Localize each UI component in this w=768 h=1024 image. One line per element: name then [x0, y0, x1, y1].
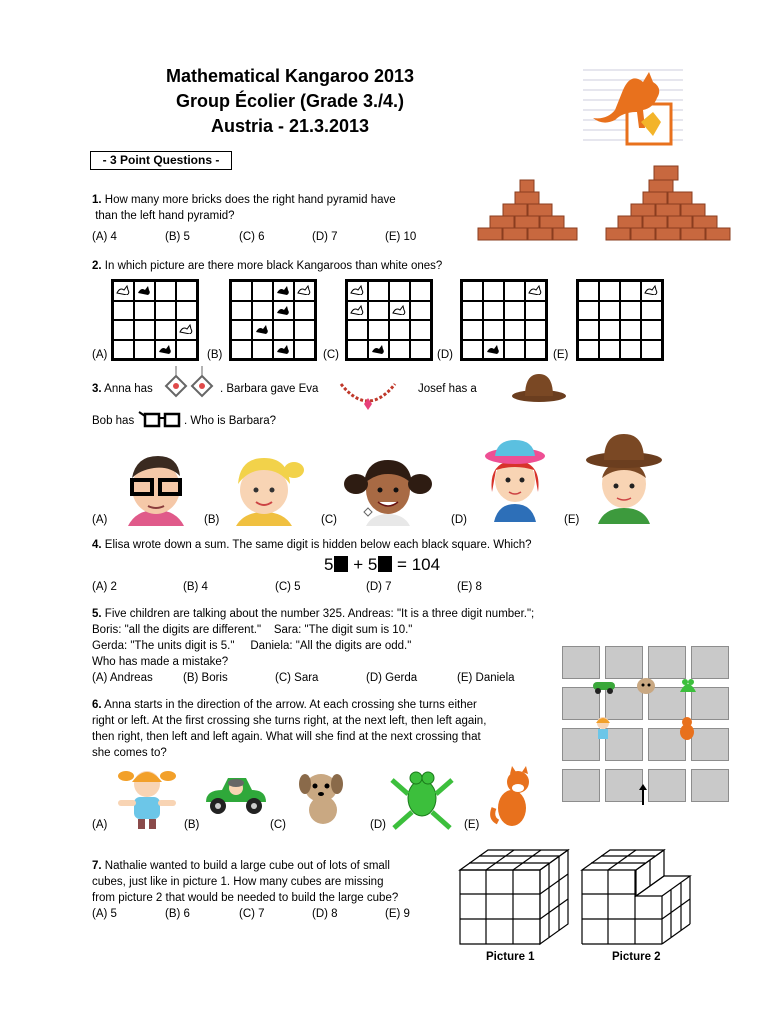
left-brick-pyramid	[476, 178, 582, 244]
q6-label-e: (E)	[464, 819, 480, 831]
black-kangaroo-icon	[137, 285, 151, 295]
q6-label-b: (B)	[184, 819, 200, 831]
white-kangaroo-icon	[297, 285, 311, 295]
kangaroo-grid-e	[576, 279, 664, 361]
picture-2-caption: Picture 2	[612, 951, 661, 963]
q4-option-e: (E) 8	[457, 581, 482, 593]
question-6-line-2: right or left. At the first crossing she turns right, at the next left, then left again,	[92, 715, 487, 727]
kangaroo-grid-d	[460, 279, 548, 361]
q2-label-b: (B)	[207, 349, 223, 361]
black-kangaroo-icon	[158, 344, 172, 354]
earrings-icon	[160, 364, 218, 400]
black-kangaroo-icon	[486, 344, 500, 354]
question-6	[92, 697, 557, 761]
question-number: 1.	[92, 194, 102, 206]
question-7-line-3: from picture 2 that would be needed to build the large cube?	[92, 892, 399, 904]
q7-option-d: (D) 8	[312, 908, 338, 920]
question-3-line-1	[92, 381, 153, 397]
boy-with-hat-picture	[584, 430, 664, 524]
partial-cube-picture	[580, 848, 694, 948]
question-number: 6.	[92, 699, 102, 711]
q1-option-d: (D) 7	[312, 231, 338, 243]
title-line-1: Mathematical Kangaroo 2013	[165, 66, 415, 86]
question-3-text-4: Bob has	[92, 415, 135, 427]
question-number: 7.	[92, 860, 102, 872]
dog-picture	[293, 768, 353, 828]
q1-option-a: (A) 4	[92, 231, 117, 243]
q1-option-c: (C) 6	[239, 231, 265, 243]
q7-option-c: (C) 7	[239, 908, 265, 920]
kangaroo-grid-a	[111, 279, 199, 361]
cowboy-hat-icon	[510, 370, 568, 406]
cat-picture	[488, 766, 538, 828]
black-kangaroo-icon	[255, 324, 269, 334]
equation-result: = 104	[397, 555, 441, 574]
picture-1-caption: Picture 1	[486, 951, 535, 963]
question-1-line-1: How many more bricks does the right hand pyramid have	[104, 194, 396, 206]
crossing-map	[562, 646, 730, 806]
question-1	[92, 192, 462, 224]
question-number: 4.	[92, 539, 102, 551]
black-kangaroo-icon	[371, 344, 385, 354]
q3-label-c: (C)	[321, 514, 337, 526]
question-3-text-3: Josef has a	[418, 383, 477, 395]
question-2-text: In which picture are there more black Kangaroos than white ones?	[104, 260, 443, 272]
q5-option-b: (B) Boris	[183, 672, 228, 684]
white-kangaroo-icon	[116, 285, 130, 295]
q4-option-d: (D) 7	[366, 581, 392, 593]
question-1-line-2: than the left hand pyramid?	[95, 210, 235, 222]
glasses-icon	[137, 409, 187, 431]
girl-picture	[112, 766, 182, 830]
question-5-line-3: Gerda: "The units digit is 5." Daniela: "All the digits are odd."	[92, 640, 412, 652]
equation-digit-5: 5	[324, 555, 334, 574]
girl-icon	[592, 714, 614, 742]
q4-option-a: (A) 2	[92, 581, 117, 593]
black-kangaroo-icon	[276, 344, 290, 354]
kangaroo-grid-b	[229, 279, 317, 361]
q2-label-c: (C)	[323, 349, 339, 361]
section-header-3-point: - 3 Point Questions -	[90, 151, 232, 170]
black-kangaroo-icon	[276, 285, 290, 295]
q1-option-b: (B) 5	[165, 231, 190, 243]
question-5-line-2: Boris: "all the digits are different." Sara: "The digit sum is 10."	[92, 624, 413, 636]
necklace-icon	[335, 378, 401, 418]
question-6-line-1: Anna starts in the direction of the arrow. At each crossing she turns either	[104, 699, 477, 711]
frog-picture	[386, 764, 460, 832]
question-5-line-4: Who has made a mistake?	[92, 656, 229, 668]
dog-icon	[635, 674, 657, 696]
white-kangaroo-icon	[644, 285, 658, 295]
girl-pigtails-picture	[224, 452, 304, 526]
question-6-line-3: then right, then left and left again. What will she find at the next crossing that	[92, 731, 481, 743]
full-cube-picture	[458, 848, 572, 948]
kangaroo-grid-c	[345, 279, 433, 361]
question-3-text-1: Anna has	[104, 383, 153, 395]
black-kangaroo-icon	[276, 305, 290, 315]
sum-equation	[324, 555, 440, 575]
question-4-text: Elisa wrote down a sum. The same digit is hidden below each black square. Which?	[104, 539, 532, 551]
q2-label-e: (E)	[553, 349, 569, 361]
black-square	[334, 556, 348, 572]
q3-label-d: (D)	[451, 514, 467, 526]
question-4	[92, 537, 612, 553]
girl-with-earrings-picture	[342, 456, 434, 526]
white-kangaroo-icon	[179, 324, 193, 334]
title-line-3: Austria - 21.3.2013	[210, 116, 370, 136]
start-arrow-icon	[638, 784, 648, 806]
q7-option-a: (A) 5	[92, 908, 117, 920]
q3-label-b: (B)	[204, 514, 220, 526]
question-6-line-4: she comes to?	[92, 747, 167, 759]
equation-plus-5: + 5	[353, 555, 378, 574]
q7-option-e: (E) 9	[385, 908, 410, 920]
question-3-text-5: . Who is Barbara?	[184, 415, 277, 427]
cat-icon	[676, 714, 698, 742]
question-number: 3.	[92, 383, 102, 395]
q7-option-b: (B) 6	[165, 908, 190, 920]
question-number: 2.	[92, 260, 102, 272]
question-2	[92, 258, 512, 274]
white-kangaroo-icon	[528, 285, 542, 295]
white-kangaroo-icon	[392, 305, 406, 315]
q5-option-e: (E) Daniela	[457, 672, 515, 684]
q3-label-a: (A)	[92, 514, 108, 526]
frog-icon	[676, 674, 700, 696]
question-3-text-2: . Barbara gave Eva	[220, 383, 319, 395]
car-picture	[202, 772, 270, 818]
black-square	[378, 556, 392, 572]
question-7-line-2: cubes, just like in picture 1. How many cubes are missing	[92, 876, 384, 888]
question-number: 5.	[92, 608, 102, 620]
page-title	[120, 64, 460, 139]
question-5-line-1: Five children are talking about the number 325. Andreas: "It is a three digit number.";	[104, 608, 535, 620]
q6-label-c: (C)	[270, 819, 286, 831]
girl-with-necklace-picture	[482, 436, 548, 522]
q4-option-c: (C) 5	[275, 581, 301, 593]
q5-option-c: (C) Sara	[275, 672, 319, 684]
q6-label-d: (D)	[370, 819, 386, 831]
kangaroo-logo	[583, 62, 683, 152]
white-kangaroo-icon	[350, 285, 364, 295]
boy-with-glasses-picture	[118, 452, 194, 526]
question-3-line-2	[92, 413, 134, 429]
q5-option-d: (D) Gerda	[366, 672, 418, 684]
right-brick-pyramid	[604, 162, 732, 244]
white-kangaroo-icon	[350, 305, 364, 315]
q1-option-e: (E) 10	[385, 231, 417, 243]
q6-label-a: (A)	[92, 819, 108, 831]
question-7	[92, 858, 462, 906]
q5-option-a: (A) Andreas	[92, 672, 153, 684]
q2-label-a: (A)	[92, 349, 108, 361]
car-icon	[591, 676, 617, 694]
question-7-line-1: Nathalie wanted to build a large cube out of lots of small	[104, 860, 390, 872]
title-line-2: Group Écolier (Grade 3./4.)	[175, 91, 405, 111]
q2-label-d: (D)	[437, 349, 453, 361]
q4-option-b: (B) 4	[183, 581, 208, 593]
q3-label-e: (E)	[564, 514, 580, 526]
